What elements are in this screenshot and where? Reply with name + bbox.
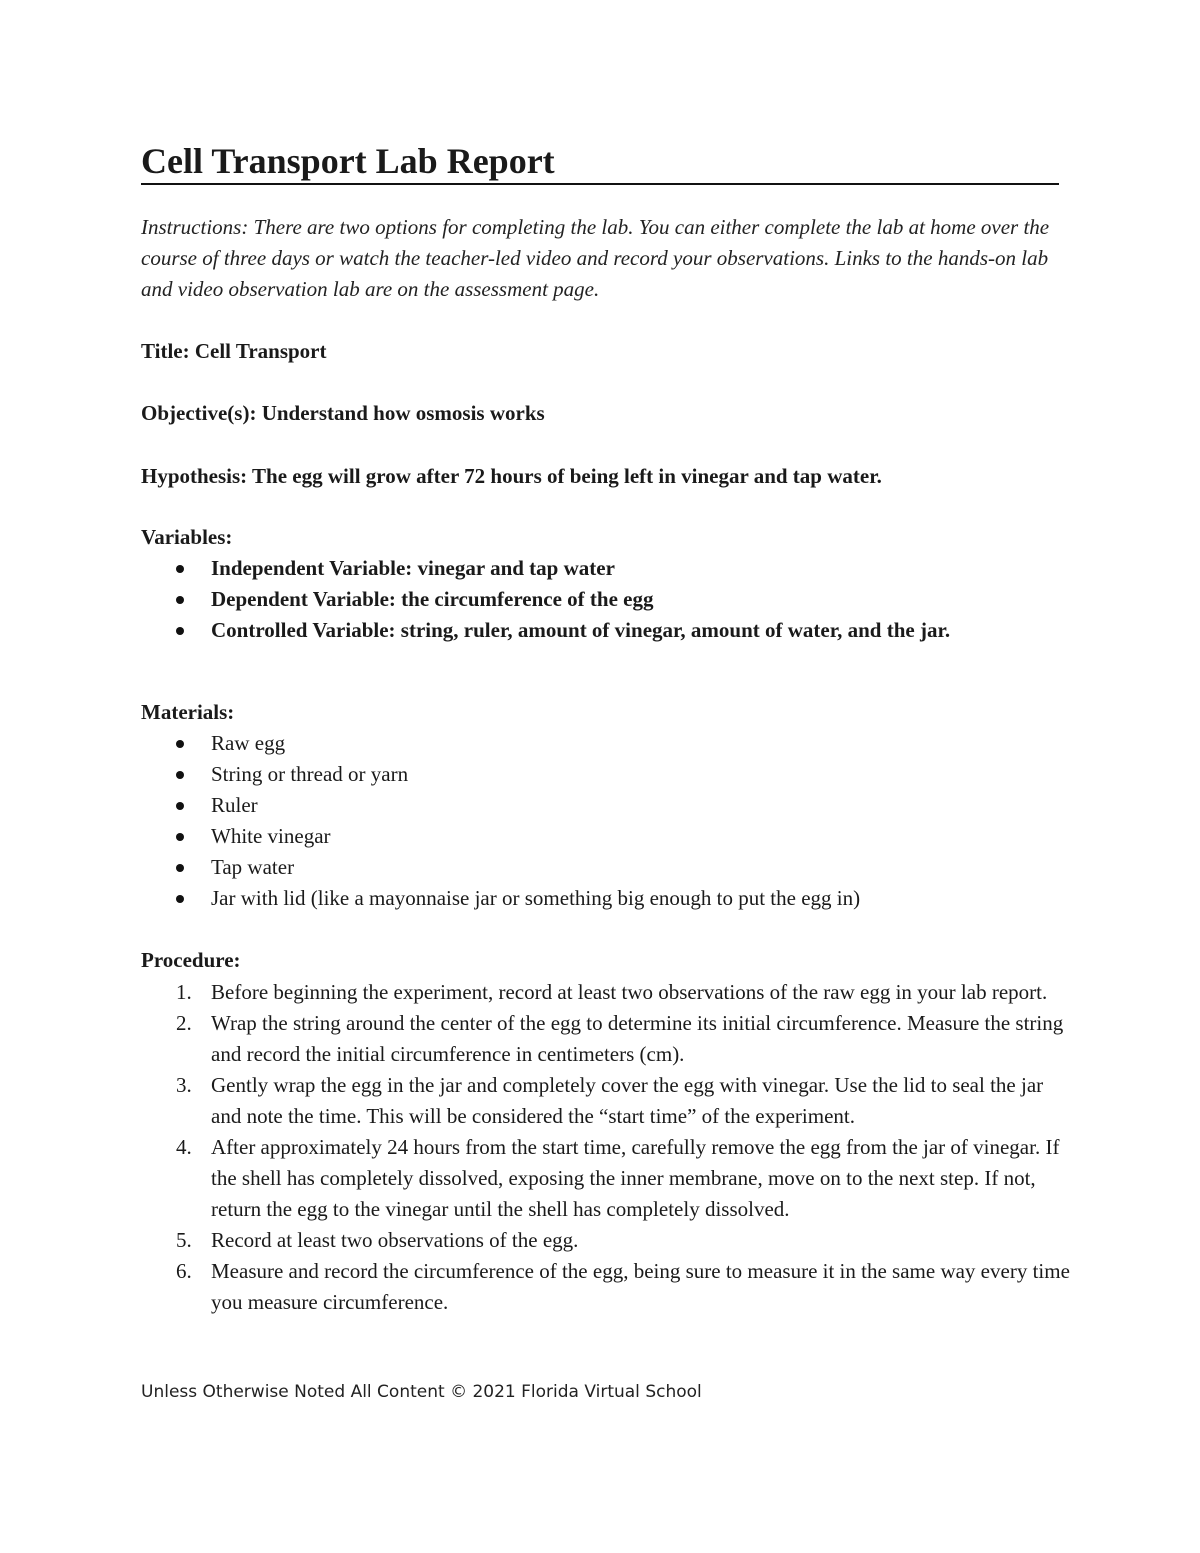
hypothesis-field: Hypothesis: The egg will grow after 72 hours of being left in vinegar and tap water. (141, 464, 882, 488)
procedure-list (141, 977, 1071, 1318)
step-number: 3. (176, 1073, 192, 1097)
list-item: String or thread or yarn (141, 759, 1081, 790)
list-item: White vinegar (141, 821, 1081, 852)
variables-list (141, 553, 1081, 646)
list-item: Tap water (141, 852, 1081, 883)
step-text: Measure and record the circumference of the egg, being sure to measure it in the same way every time you measure circumference. (211, 1259, 1070, 1314)
step-number: 6. (176, 1259, 192, 1283)
list-item: Controlled Variable: string, ruler, amount of vinegar, amount of water, and the jar. (141, 615, 1081, 646)
step-text: Wrap the string around the center of the egg to determine its initial circumference. Measure the string and record the initial circumference in centimeters (cm). (211, 1011, 1064, 1066)
objective-field: Objective(s): Understand how osmosis works (141, 401, 545, 425)
step-text: Gently wrap the egg in the jar and completely cover the egg with vinegar. Use the lid to seal the jar and note the time. This will be considered the “start time” of the experiment. (211, 1073, 1044, 1128)
page-title: Cell Transport Lab Report (141, 139, 1059, 185)
step-number: 5. (176, 1228, 192, 1252)
copyright-footer: Unless Otherwise Noted All Content © 2021 Florida Virtual School (141, 1382, 702, 1402)
materials-list (141, 728, 1081, 914)
list-item: Ruler (141, 790, 1081, 821)
variables-heading: Variables: (141, 525, 233, 549)
procedure-step (141, 1132, 1071, 1225)
materials-heading: Materials: (141, 700, 235, 724)
procedure-step (141, 1225, 1071, 1256)
step-number: 2. (176, 1011, 192, 1035)
list-item: Independent Variable: vinegar and tap water (141, 553, 1081, 584)
instructions-text: Instructions: There are two options for completing the lab. You can either complete the lab at home over the course of three days or watch the teacher-led video and record your observations. Links to the hands-on lab and video observation lab are on the assessment page. (141, 215, 1050, 301)
procedure-step (141, 1070, 1071, 1132)
list-item: Raw egg (141, 728, 1081, 759)
step-text: After approximately 24 hours from the start time, carefully remove the egg from the jar of vinegar. If the shell has completely dissolved, exposing the inner membrane, move on to the next step. If not, return the egg to the vinegar until the shell has completely dissolved. (211, 1135, 1060, 1221)
list-item: Dependent Variable: the circumference of the egg (141, 584, 1081, 615)
title-field: Title: Cell Transport (141, 339, 327, 363)
procedure-step (141, 1008, 1071, 1070)
list-item: Jar with lid (like a mayonnaise jar or something big enough to put the egg in) (141, 883, 1081, 914)
procedure-step (141, 1256, 1071, 1318)
step-number: 1. (176, 980, 192, 1004)
step-number: 4. (176, 1135, 192, 1159)
step-text: Record at least two observations of the egg. (211, 1228, 579, 1252)
procedure-step (141, 977, 1071, 1008)
step-text: Before beginning the experiment, record at least two observations of the raw egg in your lab report. (211, 980, 1048, 1004)
procedure-heading: Procedure: (141, 948, 241, 972)
